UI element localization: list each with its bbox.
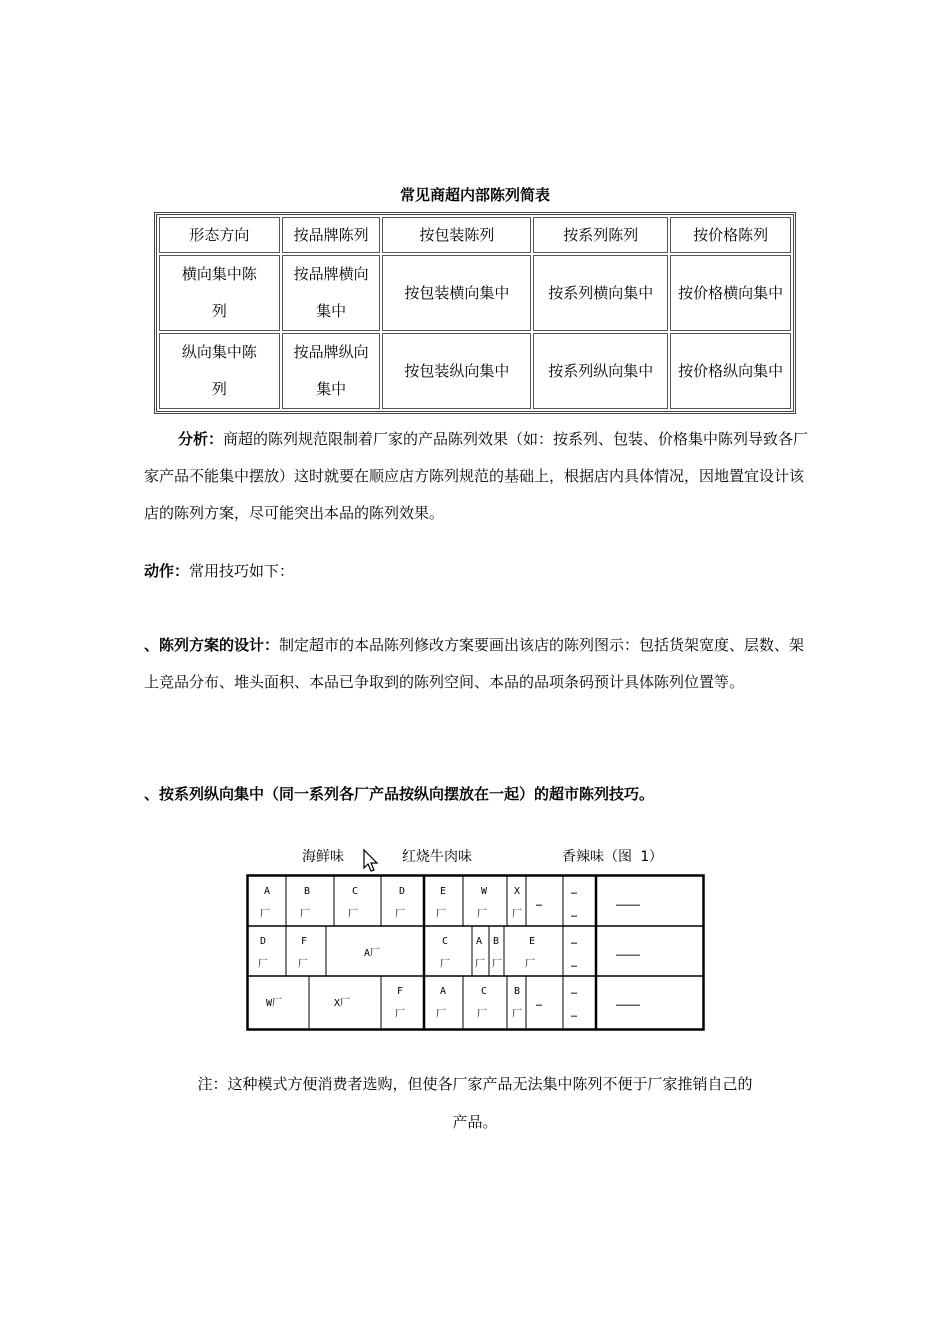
table-cell: 按品牌横向集中 [282,255,381,331]
shelf-item-label: A [440,986,447,997]
action-label: 动作： [144,562,190,580]
section1-paragraph [144,627,814,701]
table-row [159,333,791,409]
shelf-ellipsis-long: ………… [616,998,641,1009]
factory-mark: 厂 [477,909,487,920]
shelf-ellipsis-long: ………… [616,948,641,959]
factory-mark: 厂 [436,909,446,920]
shelf-item-label: B [514,986,521,997]
factory-mark: 厂 [492,959,502,970]
factory-mark: 厂 [440,959,450,970]
shelf-item-label: B [304,886,311,897]
table-cell: 按系列纵向集中 [533,333,668,409]
factory-mark: 厂 [525,959,535,970]
table-header-row [159,217,791,253]
shelf-item-label: C [481,986,488,997]
table-row [159,255,791,331]
table-header-cell: 形态方向 [159,217,280,253]
analysis-label: 分析： [178,430,224,448]
table-cell: 按价格纵向集中 [670,333,791,409]
table-header-cell: 按包装陈列 [382,217,531,253]
shelf-ellipsis: … [571,959,578,970]
table-header-cell: 按系列陈列 [533,217,668,253]
shelf-item-label: E [440,886,447,897]
action-text: 常用技巧如下： [189,562,295,580]
factory-mark: 厂 [298,959,308,970]
shelf-item-label: E [529,936,536,947]
section1-label: 、陈列方案的设计： [144,636,280,654]
analysis-text: 商超的陈列规范限制着厂家的产品陈列效果（如：按系列、包装、价格集中陈列导致各厂家产品不能集中摆放）这时就要在顺应店方陈列规范的基础上，根据店内具体情况，因地置宜设计该店的陈列方案，尽可能突出本品的陈列效果。 [144,430,809,522]
shelf-item-label: F [301,936,308,947]
analysis-paragraph [144,421,809,532]
shelf-item-label: W [481,886,488,897]
table-header-cell: 按品牌陈列 [282,217,381,253]
figure-label-beef: 红烧牛肉味 [402,849,472,865]
factory-mark: 厂 [475,959,485,970]
shelf-diagram [246,874,706,1034]
figure-label-seafood: 海鲜味 [302,849,344,865]
figure-label-spicy: 香辣味（图 1） [562,849,663,865]
note-line-2: 产品。 [452,1113,498,1131]
factory-mark: 厂 [436,1009,446,1020]
factory-mark: 厂 [258,959,268,970]
table-cell: 按包装纵向集中 [382,333,531,409]
shelf-ellipsis: … [536,898,543,909]
factory-mark: 厂 [477,1009,487,1020]
shelf-item-label: C [442,936,449,947]
table-cell: 按品牌纵向集中 [282,333,381,409]
cursor-icon [362,848,380,874]
section2-heading [144,776,809,813]
table-cell: 按包装横向集中 [382,255,531,331]
factory-mark: 厂 [395,909,405,920]
shelf-ellipsis: … [571,1009,578,1020]
table-cell: 按系列横向集中 [533,255,668,331]
factory-mark: 厂 [260,909,270,920]
page-title: 常见商超内部陈列简表 [399,186,550,204]
shelf-item-label: C [352,886,359,897]
shelf-item-label: F [397,986,404,997]
shelf-item-label: D [399,886,406,897]
section2-title: 、按系列纵向集中（同一系列各厂产品按纵向摆放在一起）的超市陈列技巧。 [144,785,655,803]
shelf-item-label: B [493,936,500,947]
shelf-item-label: A [264,886,271,897]
shelf-ellipsis: … [571,886,578,897]
note-line-1: 注：这种模式方便消费者选购，但使各厂家产品无法集中陈列不便于厂家推销自己的 [197,1075,753,1093]
factory-mark: 厂 [348,909,358,920]
section1-text: 制定超市的本品陈列修改方案要画出该店的陈列图示：包括货架宽度、层数、架上竞品分布、堆头面积、本品已争取到的陈列空间、本品的品项条码预计具体陈列位置等。 [144,636,805,691]
shelf-ellipsis: … [536,998,543,1009]
shelf-item-label: W厂 [266,998,283,1009]
table-cell: 按价格横向集中 [670,255,791,331]
factory-mark: 厂 [512,909,522,920]
table-cell: 横向集中陈列 [159,255,280,331]
action-paragraph [144,553,809,590]
shelf-item-label: X厂 [334,998,351,1009]
factory-mark: 厂 [300,909,310,920]
table-header-cell: 按价格陈列 [670,217,791,253]
shelf-ellipsis: … [571,909,578,920]
shelf-ellipsis: … [571,936,578,947]
factory-mark: 厂 [395,1009,405,1020]
shelf-item-label: D [260,936,267,947]
shelf-item-label: X [514,886,521,897]
shelf-item-label: A [476,936,483,947]
shelf-ellipsis: … [571,986,578,997]
factory-mark: 厂 [512,1009,522,1020]
shelf-ellipsis-long: ………… [616,898,641,909]
display-table [154,212,796,414]
table-cell: 纵向集中陈列 [159,333,280,409]
shelf-item-label: A厂 [364,948,381,959]
